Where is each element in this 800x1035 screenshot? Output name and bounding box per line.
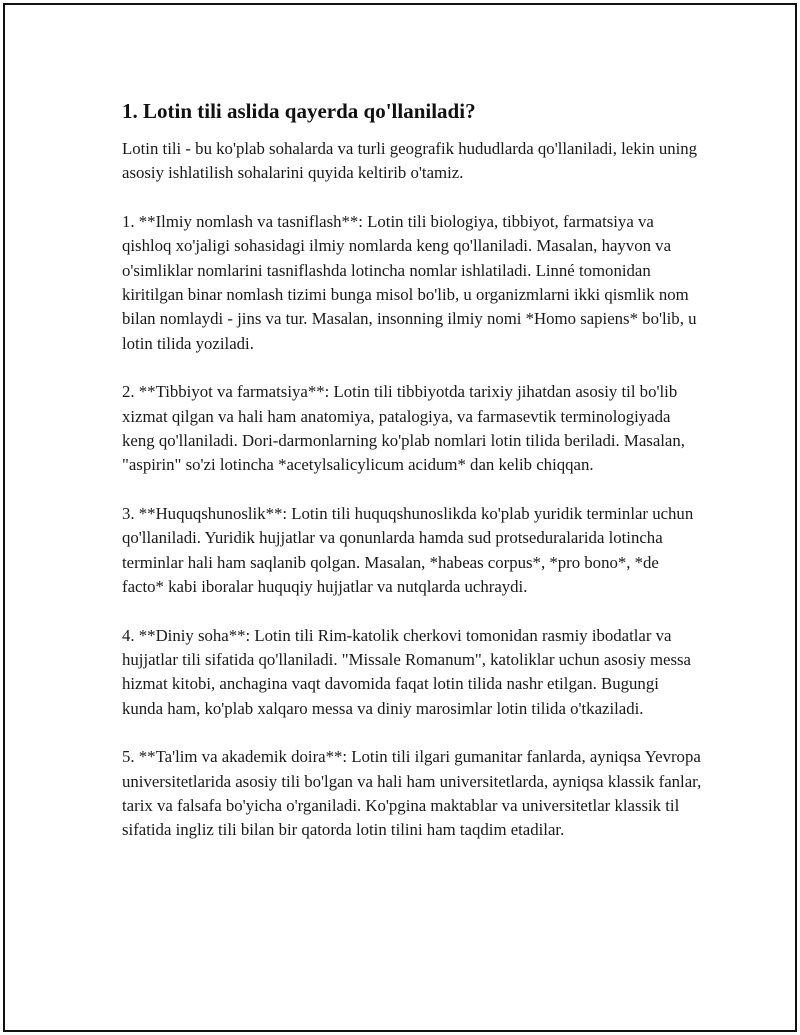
page-frame [3,3,797,1032]
document-body [122,97,702,867]
section-scientific-naming: 1. **Ilmiy nomlash va tasniflash**: Lotin tili biologiya, tibbiyot, farmatsiya va qishloq xo'jaligi sohasidagi ilmiy nomlarda keng qo'llaniladi. Masalan, hayvon va o'simliklar nomlarini tasniflashda lotincha nomlar ishlatiladi. Linné tomonidan kiritilgan binar nomlash tizimi bunga misol bo'lib, u organizmlarni ikki qismlik nom bilan nomlaydi - jins va tur. Masalan, insonning ilmiy nomi *Homo sapiens* bo'lib, u lotin tilida yoziladi. [122,211,697,353]
section-medicine-pharmacy: 2. **Tibbiyot va farmatsiya**: Lotin tili tibbiyotda tarixiy jihatdan asosiy til bo'lib xizmat qilgan va hali ham anatomiya, patalogiya, va farmasevtik terminologiyada keng qo'llaniladi. Dori-darmonlarning ko'plab nomlari lotin tilida beriladi. Masalan, "aspirin" so'zi lotincha *acetylsalicylicum acidum* dan kelib chiqqan. [122,382,685,475]
section-education: 5. **Ta'lim va akademik doira**: Lotin tili ilgari gumanitar fanlarda, ayniqsa Yevropa universitetlarida asosiy tili bo'lgan va hali ham universitetlarda, ayniqsa klassik fanlar, tarix va falsafa bo'yicha o'rganiladi. Ko'pgina maktablar va universitetlar klassik til sifatida ingliz tili bilan bir qatorda lotin tilini ham taqdim etadilar. [122,747,702,840]
section-law: 3. **Huquqshunoslik**: Lotin tili huquqshunoslikda ko'plab yuridik terminlar uchun qo'llaniladi. Yuridik hujjatlar va qonunlarda hamda sud protseduralarida lotincha terminlar hali ham saqlanib qolgan. Masalan, *habeas corpus*, *pro bono*, *de facto* kabi iboralar huquqiy hujjatlar va nutqlarda uchraydi. [122,503,694,597]
intro-paragraph: Lotin tili - bu ko'plab sohalarda va turli geografik hududlarda qo'llaniladi, lekin uning asosiy ishlatilish sohalarini quyida keltirib o'tamiz. [122,139,698,183]
document-title: 1. Lotin tili aslida qayerda qo'llaniladi? [122,99,476,123]
section-religion: 4. **Diniy soha**: Lotin tili Rim-katolik cherkovi tomonidan rasmiy ibodatlar va hujjatlar tili sifatida qo'llaniladi. "Missale Romanum", katoliklar uchun asosiy messa hizmat kitobi, anchagina vaqt davomida faqat lotin tilida nashr etilgan. Bugungi kunda ham, ko'plab xalqaro messa va diniy marosimlar lotin tilida o'tkaziladi. [122,625,692,718]
